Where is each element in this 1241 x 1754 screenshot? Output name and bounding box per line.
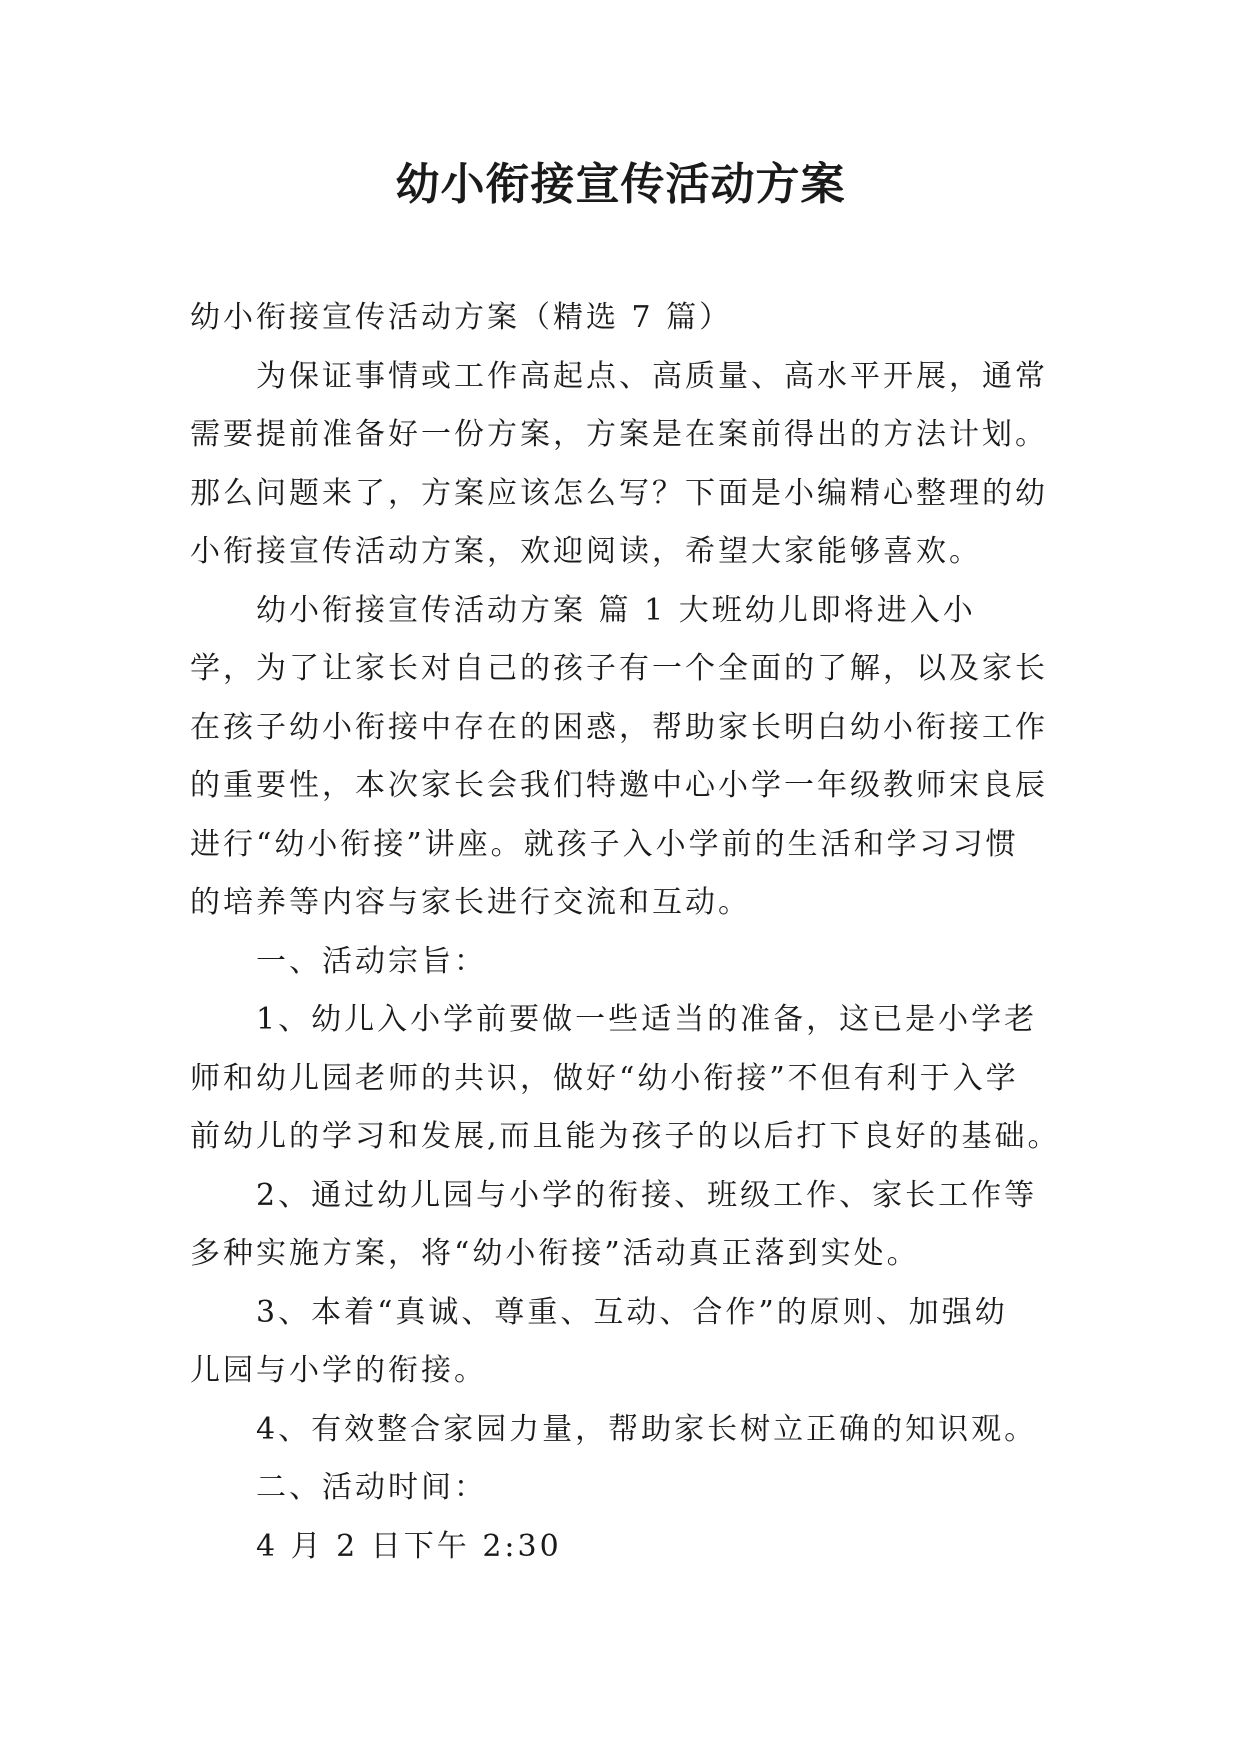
body-line: 那么问题来了，方案应该怎么写？下面是小编精心整理的幼 bbox=[190, 475, 1048, 511]
body-line: 4、有效整合家园力量，帮助家长树立正确的知识观。 bbox=[256, 1411, 1038, 1447]
body-line: 多种实施方案，将“幼小衔接”活动真正落到实处。 bbox=[190, 1236, 920, 1271]
document-title: 幼小衔接宣传活动方案 bbox=[395, 159, 846, 210]
body-line: 二、活动时间： bbox=[256, 1470, 487, 1505]
body-line: 的培养等内容与家长进行交流和互动。 bbox=[190, 885, 751, 920]
body-line: 的重要性，本次家长会我们特邀中心小学一年级教师宋良辰 bbox=[190, 768, 1048, 803]
body-line: 幼小衔接宣传活动方案（精选 7 篇） bbox=[190, 300, 733, 335]
body-line: 幼小衔接宣传活动方案 篇 1 大班幼儿即将进入小 bbox=[256, 592, 976, 628]
body-line: 师和幼儿园老师的共识，做好“幼小衔接”不但有利于入学 bbox=[190, 1060, 1019, 1096]
body-line: 在孩子幼小衔接中存在的困惑，帮助家长明白幼小衔接工作 bbox=[190, 709, 1048, 745]
body-line: 前幼儿的学习和发展,而且能为孩子的以后打下良好的基础。 bbox=[190, 1119, 1061, 1154]
body-line: 2、通过幼儿园与小学的衔接、班级工作、家长工作等 bbox=[256, 1177, 1038, 1213]
document-body bbox=[190, 289, 1061, 1576]
body-line: 为保证事情或工作高起点、高质量、高水平开展，通常 bbox=[256, 358, 1048, 394]
body-line: 1、幼儿入小学前要做一些适当的准备，这已是小学老 bbox=[256, 1002, 1038, 1037]
body-line: 4 月 2 日下午 2:30 bbox=[256, 1528, 562, 1564]
body-line: 儿园与小学的衔接。 bbox=[190, 1353, 487, 1388]
body-line: 进行“幼小衔接”讲座。就孩子入小学前的生活和学习习惯 bbox=[190, 826, 1019, 862]
body-line: 需要提前准备好一份方案，方案是在案前得出的方法计划。 bbox=[190, 417, 1048, 452]
body-line: 3、本着“真诚、尊重、互动、合作”的原则、加强幼 bbox=[256, 1294, 1008, 1330]
body-line: 小衔接宣传活动方案，欢迎阅读，希望大家能够喜欢。 bbox=[190, 534, 982, 569]
body-line: 一、活动宗旨： bbox=[256, 943, 487, 979]
body-line: 学，为了让家长对自己的孩子有一个全面的了解，以及家长 bbox=[190, 651, 1048, 686]
